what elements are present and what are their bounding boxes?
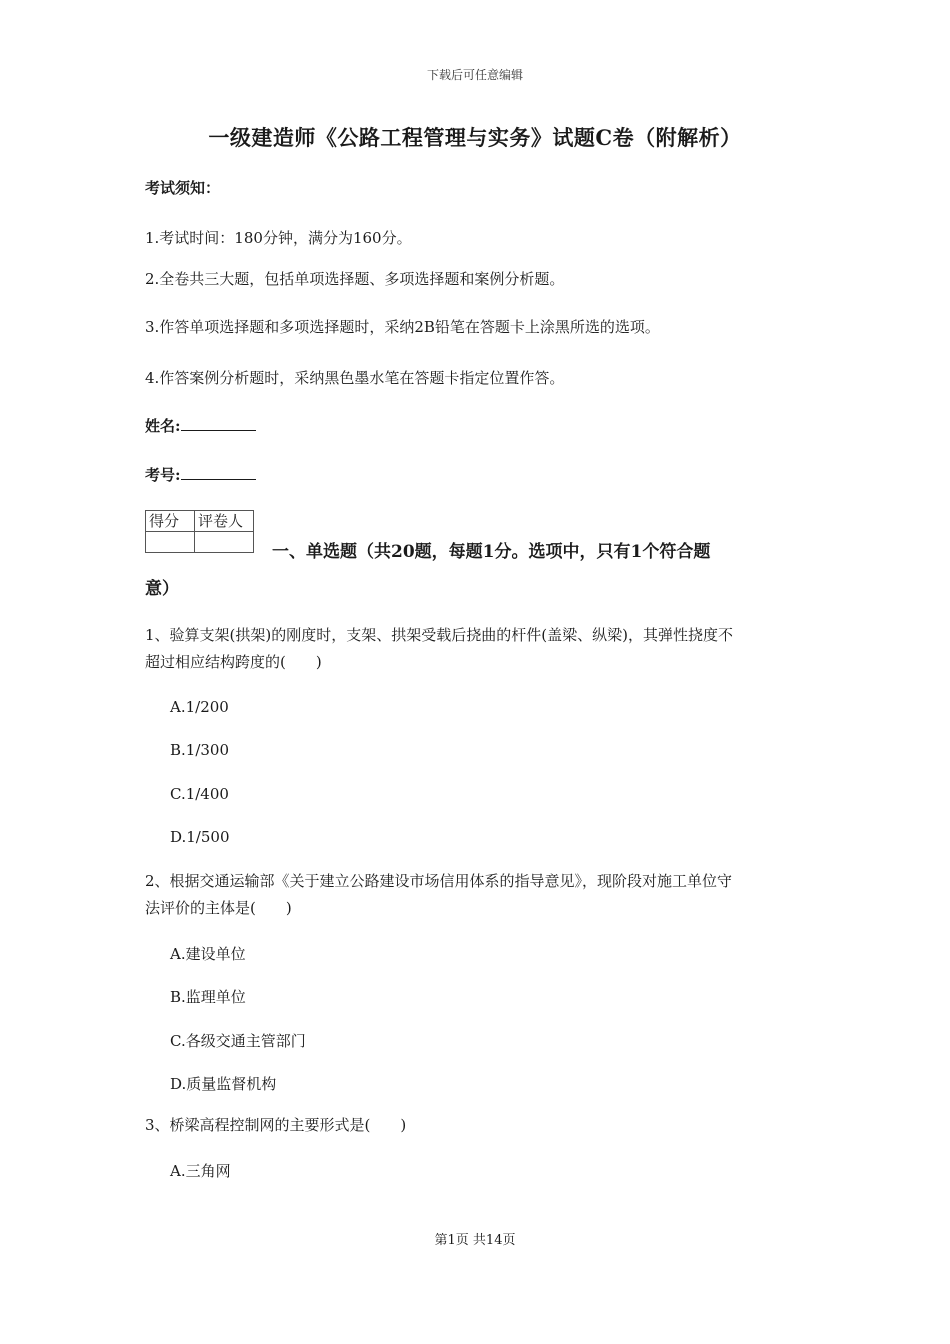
question-1-text-continued: 超过相应结构跨度的( ) xyxy=(145,653,322,671)
instruction-item: 4.作答案例分析题时，采纳黑色墨水笔在答题卡指定位置作答。 xyxy=(145,369,565,387)
instructions-heading: 考试须知： xyxy=(145,179,221,197)
question-1-option-c: C.1/400 xyxy=(170,785,229,803)
question-2-text: 2、根据交通运输部《关于建立公路建设市场信用体系的指导意见》，现阶段对施工单位守 xyxy=(145,872,733,890)
id-field xyxy=(145,464,256,485)
question-1-text: 1、验算支架(拱架)的刚度时，支架、拱架受载后挠曲的杆件(盖梁、纵梁)，其弹性挠度不 xyxy=(145,626,733,644)
section-heading-continued: 意） xyxy=(145,579,179,599)
instruction-item: 1.考试时间：180分钟，满分为160分。 xyxy=(145,229,412,247)
question-2-option-d: D.质量监督机构 xyxy=(170,1075,277,1093)
instruction-item: 3.作答单项选择题和多项选择题时，采纳2B铅笔在答题卡上涂黑所选的选项。 xyxy=(145,318,660,336)
grader-header: 评卷人 xyxy=(195,511,254,532)
section-heading: 一、单选题（共20题，每题1分。选项中，只有1个符合题 xyxy=(272,542,711,562)
score-table xyxy=(145,510,254,553)
header-note: 下载后可任意编辑 xyxy=(426,68,523,82)
document-title: 一级建造师《公路工程管理与实务》试题C卷（附解析） xyxy=(208,125,742,150)
grader-cell xyxy=(195,532,254,553)
question-2-option-b: B.监理单位 xyxy=(170,988,246,1006)
question-1-option-d: D.1/500 xyxy=(170,828,230,846)
question-3-text: 3、桥梁高程控制网的主要形式是( ) xyxy=(145,1116,407,1134)
question-2-option-c: C.各级交通主管部门 xyxy=(170,1032,306,1050)
score-cell xyxy=(146,532,195,553)
id-label: 考号: xyxy=(145,466,181,484)
id-blank xyxy=(181,465,256,480)
question-1-option-b: B.1/300 xyxy=(170,741,230,759)
question-3-option-a: A.三角网 xyxy=(170,1162,231,1180)
question-2-text-continued: 法评价的主体是( ) xyxy=(145,899,292,917)
name-blank xyxy=(181,416,256,431)
name-label: 姓名: xyxy=(145,417,181,435)
score-header: 得分 xyxy=(146,511,195,532)
name-field xyxy=(145,415,256,436)
question-2-option-a: A.建设单位 xyxy=(170,945,246,963)
page-footer: 第1页 共14页 xyxy=(434,1233,516,1248)
instruction-item: 2.全卷共三大题，包括单项选择题、多项选择题和案例分析题。 xyxy=(145,270,565,288)
question-1-option-a: A.1/200 xyxy=(170,698,229,716)
